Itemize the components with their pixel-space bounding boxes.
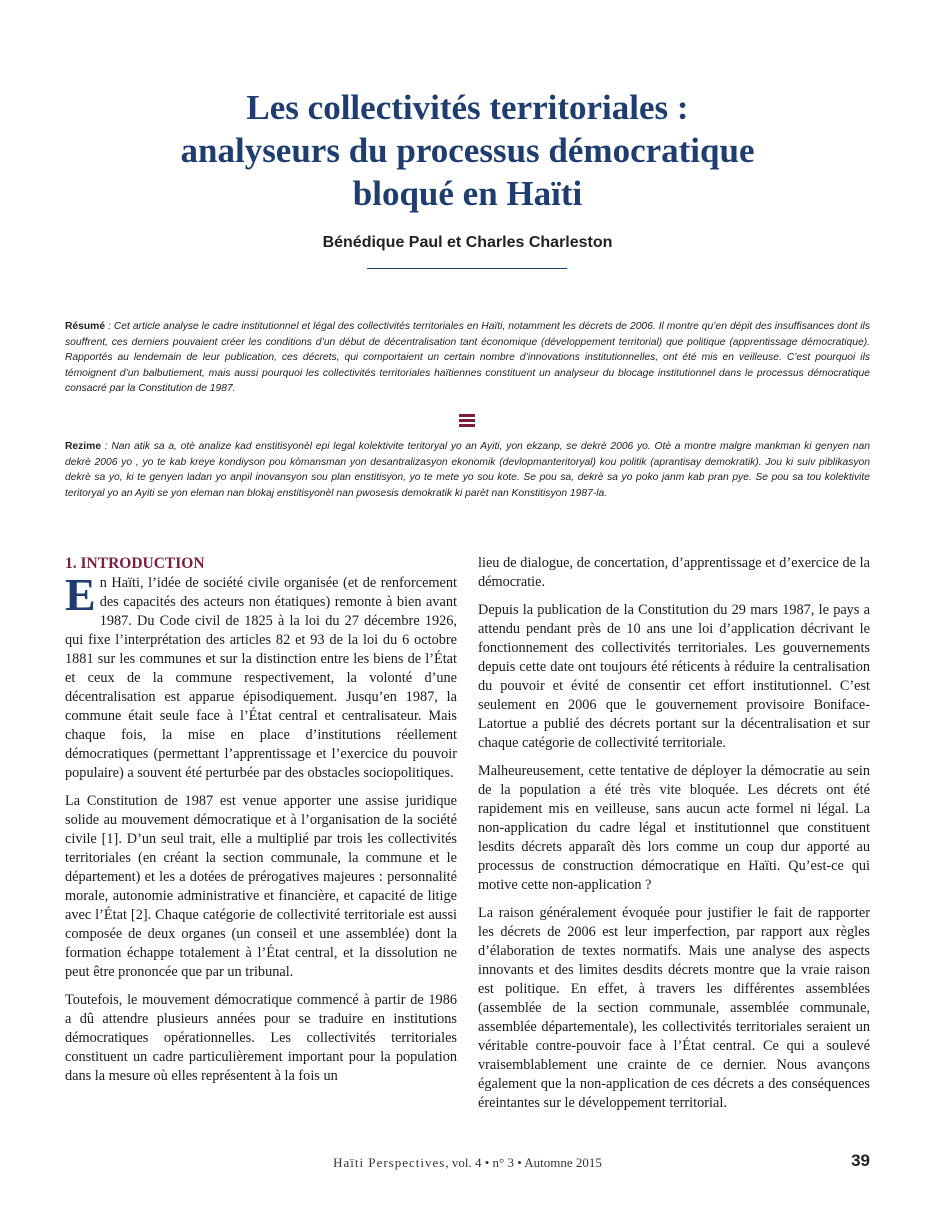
journal-issue: , vol. 4 • n° 3 • Automne 2015 xyxy=(445,1155,602,1170)
section-heading: 1. INTRODUCTION xyxy=(65,555,205,572)
left-column xyxy=(65,554,457,1095)
resume-abstract xyxy=(65,319,870,397)
separator-icon xyxy=(459,414,475,428)
rezime-abstract xyxy=(65,439,870,501)
paragraph-6: Malheureusement, cette tentative de déployer la démocratie au sein de la population a été très vite bloquée. Les décrets ont été rapidement mis en veilleuse, sans aucun acte formel ni légal. La non-application du cadre légal et institutionnel que constituent lesdits décrets apparaît dès lors comme un coup dur apporté au processus de construction démocratique en Haïti. Qu’est-ce qui motive cette non-application ? xyxy=(478,763,870,893)
right-column xyxy=(478,554,870,1122)
paragraph-1-text: n Haïti, l’idée de société civile organisée (et de renforcement des capacités des acteurs non étatiques) remonte à bien avant 1987. Du Code civil de 1825 à la loi du 27 décembre 1926, qui fixe l’interprétation des articles 82 et 93 de la loi du 6 octobre 1881 sur les communes et sur la distinction entre les biens de l’État et ceux de la commune respectivement, la volonté d’une décentralisation est apparue épisodiquement. Jusqu’en 1987, la commune était seule face à l’État central et centralisateur. Mais chaque fois, la mise en place d’institutions réellement démocratiques (permettant l’apprentissage et l’exercice du pouvoir populaire) a souvent été perturbée par des obstacles sociopolitiques. xyxy=(65,575,457,781)
paragraph-3: Toutefois, le mouvement démocratique commencé à partir de 1986 a dû attendre plusieurs années pour se traduire en institutions démocratiques opérationnelles. Les collectivités territoriales constituent un cadre particulièrement important pour la population dans la mesure où elles représentent à la fois un xyxy=(65,992,457,1084)
rezime-text: : Nan atik sa a, otè analize kad enstitisyonèl epi legal kolektivite teritoryal yo an Ayiti, yon ekzanp, se dekrè 2006 yo. Otè a montre malgre mankman ki genyen nan dekrè 2006 yo , yo te kab kreye kondiyson pou kòmansman yon desantralizasyon ekonomik (devlopmanteritoryal) kou politik (aprantisay demokratik). Jou ki suiv piblikasyon dekrè sa yo, ki te genyen ladan yo anpil inovansyon sou plan enstitisyon, yo te mete yo sou kote. Se pou sa, dekrè sa yo poko janm kab pran pye. Se pou sa tou kolektivite teritoryal yo an Ayiti se yon eleman nan blokaj enstitisyonèl nan pwosesis demokratik ki parèt nan Konstitisyon 1987-la. xyxy=(65,441,870,499)
title-line-2: analyseurs du processus démocratique xyxy=(180,131,755,170)
resume-label: Résumé xyxy=(65,321,106,332)
title-line-1: Les collectivités territoriales : xyxy=(246,88,689,127)
paragraph-2: La Constitution de 1987 est venue apporter une assise juridique solide au mouvement démocratique et à l’organisation de la société civile [1]. D’un seul trait, elle a multiplié par trois les collectivités territoriales (en créant la section communale, la commune et le département) et les a dotées de prérogatives majeures : personnalité morale, autonomie administrative et financière, et capacité de litige avec l’État [2]. Chaque catégorie de collectivité territoriale est aussi composée de deux organes (un conseil et une assemblée) dont la formation échappe totalement à l’État central, et la dissolution ne peut être prononcée que par un tribunal. xyxy=(65,793,457,980)
page-footer xyxy=(0,1155,935,1171)
paragraph-7: La raison généralement évoquée pour justifier le fait de rapporter les décrets de 2006 est leur imperfection, par rapport aux règles d’élaboration de textes normatifs. Mais une analyse des aspects innovants et des limites desdits décrets montre que la vraie raison est politique. En effet, à travers les différentes assemblées (assemblée de la section communale, assemblée communale, assemblée départementale), les collectivités territoriales seraient un véritable contre-pouvoir face à l’État central. Ce qui a soulevé vraisemblablement une crainte de ce dernier. Nous avançons également que la non-application de ces décrets a des conséquences éreintantes sur le développement territorial. xyxy=(478,905,870,1111)
paragraph-1 xyxy=(65,569,457,783)
paragraph-4: lieu de dialogue, de concertation, d’apprentissage et d’exercice de la démocratie. xyxy=(478,555,870,590)
journal-name: Haïti Perspectives xyxy=(333,1155,446,1170)
drop-cap: E xyxy=(65,569,96,620)
paragraph-5: Depuis la publication de la Constitution du 29 mars 1987, le pays a attendu pendant près de 10 ans une loi d’application décrivant le fonctionnement des collectivités territoriales. Les gouvernements depuis cette date ont toujours été réticents à réduire la centralisation du pouvoir et évité de consentir cet effort institutionnel. C’est seulement en 2006 que le gouvernement provisoire Boniface-Latortue a publié des décrets portant sur la décentralisation et sur chaque catégorie de collectivité territoriale. xyxy=(478,602,870,751)
authors: Bénédique Paul et Charles Charleston xyxy=(322,234,613,251)
resume-text: : Cet article analyse le cadre institutionnel et légal des collectivités territoriales en Haïti, notamment les décrets de 2006. Il montre qu’en dépit des insuffisances dont ils souffrent, ces derniers pouvaient créer les conditions d’un début de décentralisation tant économique (développement territorial) que politique (apprentissage démocratique). Rapportés au lendemain de leur publication, ces décrets, qui comportaient un certain nombre d’innovations institutionnelles, ont été mis en veilleuse. C’est pourquoi ils témoignent d’un balbutiement, mais aussi pourquoi les collectivités territoriales haïtiennes constituent un analyseur du blocage institutionnel dans le processus démocratique consacré par la Constitution de 1987. xyxy=(65,321,870,394)
title-divider xyxy=(367,268,567,269)
article-title xyxy=(60,86,875,215)
title-line-3: bloqué en Haïti xyxy=(352,174,583,213)
rezime-label: Rezime xyxy=(65,441,102,452)
page-number: 39 xyxy=(851,1151,870,1170)
